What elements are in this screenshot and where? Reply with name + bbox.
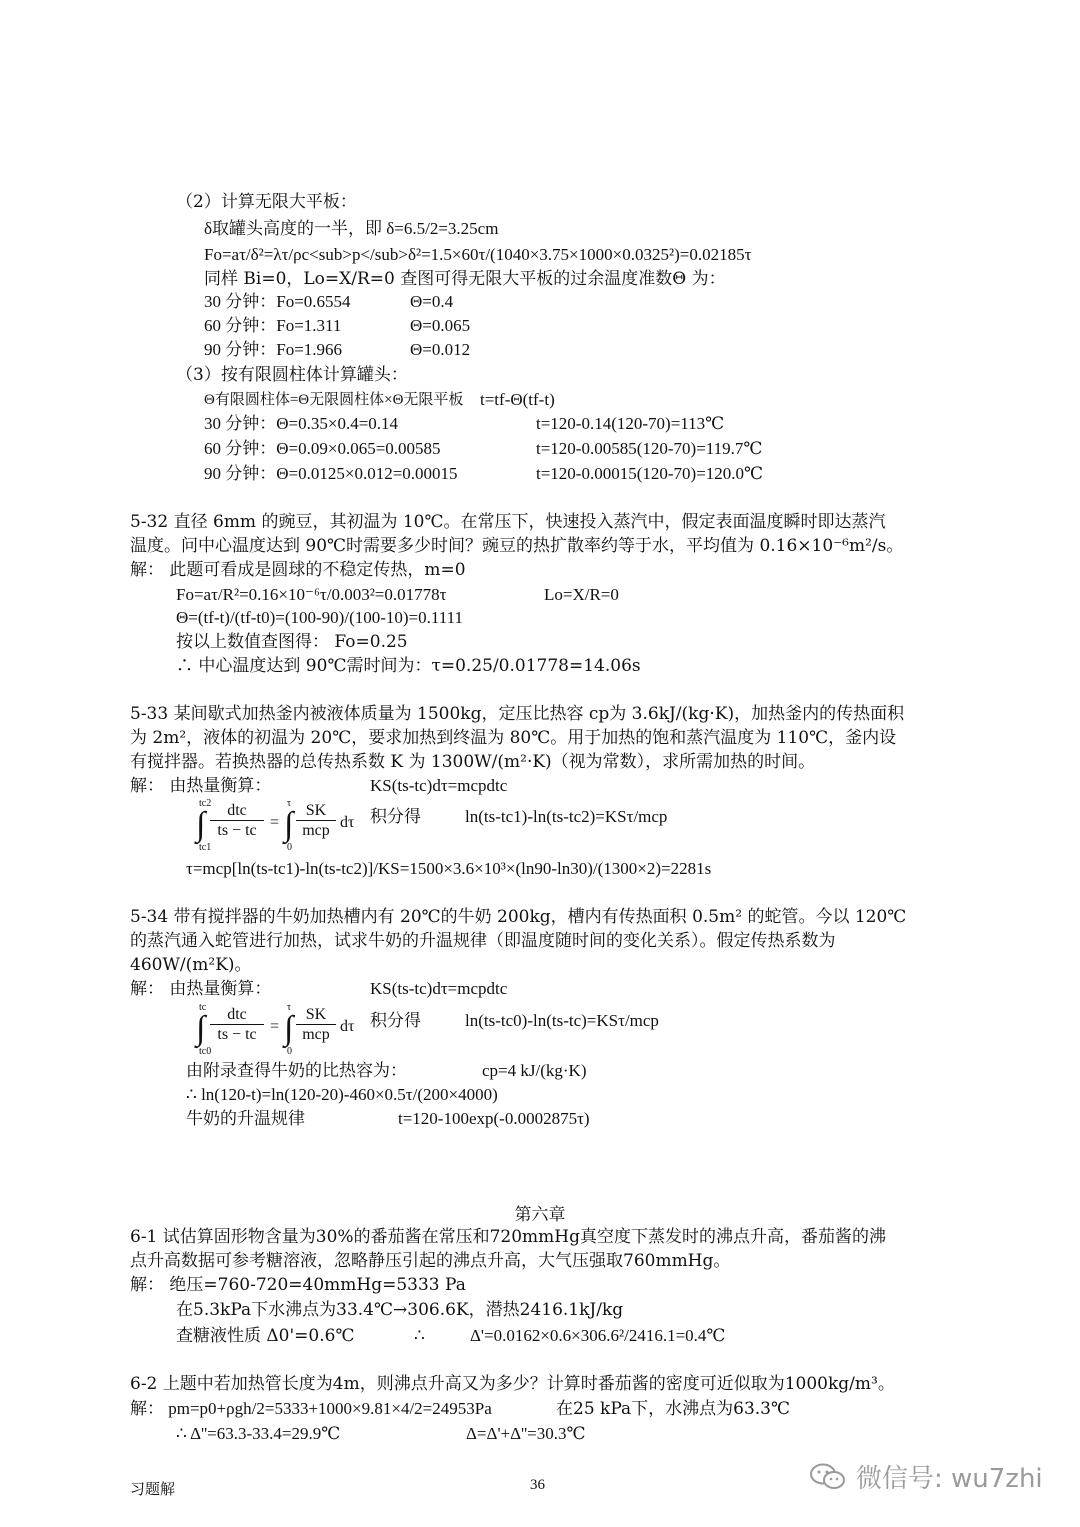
watermark-text: 微信号: wu7zhi	[856, 1464, 1043, 1494]
question-text: 5-32 直径 6mm 的豌豆，其初温为 10℃。在常压下，快速投入蒸汽中，假定表面温度瞬时即达蒸汽	[130, 512, 886, 532]
formula-line: Fo=aτ/R²=0.16×10⁻⁶τ/0.003²=0.01778τ	[176, 585, 447, 604]
formula-line: τ=mcp[ln(ts-tc1)-ln(ts-tc2)]/KS=1500×3.6×10³×(ln90-ln30)/(1300×2)=2281s	[186, 859, 712, 878]
question-text: 的蒸汽通入蛇管进行加热，试求牛奶的升温规律（即温度随时间的变化关系）。假定传热系数为	[130, 931, 836, 951]
question-text: 为 2m²，液体的初温为 20℃，要求加热到终温为 80℃。用于加热的饱和蒸汽温度为 110℃，釜内设	[130, 728, 897, 748]
question-text: 5-33 某间歇式加热釜内被液体质量为 1500kg，定压比热容 cp为 3.6kJ/(kg·K)，加热釜内的传热面积	[130, 704, 905, 724]
question-text: 温度。问中心温度达到 90℃时需要多少时间？豌豆的热扩散率约等于水，平均值为 0.16×10⁻⁶m²/s。	[130, 536, 904, 556]
integral-sign: ∫	[284, 1010, 294, 1047]
question-text: 460W/(m²K)。	[130, 955, 252, 975]
result-row: Θ=0.012	[410, 340, 471, 359]
fraction	[296, 1006, 336, 1045]
equals-sign: =	[270, 1018, 280, 1035]
result-row: t=120-0.14(120-70)=113℃	[536, 414, 725, 433]
integral-lower-limit: 0	[287, 842, 292, 853]
fraction	[210, 802, 264, 841]
page-number: 36	[530, 1477, 545, 1493]
text-line: ∴ 中心温度达到 90℃需时间为：τ=0.25/0.01778=14.06s	[176, 656, 641, 676]
integral-equation	[196, 1002, 376, 1062]
formula-line: t=120-100exp(-0.0002875τ)	[398, 1109, 590, 1128]
fraction-numerator: SK	[296, 1006, 336, 1025]
formula-line: Θ=(tf-t)/(tf-t0)=(100-90)/(100-10)=0.1111	[176, 608, 463, 627]
result-row: 90 分钟：Θ=0.0125×0.012=0.00015	[204, 464, 458, 483]
chapter-heading: 第六章	[514, 1205, 566, 1225]
text-line: 在25 kPa下，水沸点为63.3℃	[556, 1399, 791, 1419]
result-row: 90 分钟：Fo=1.966	[204, 340, 343, 359]
formula-line: ∴ Δ''=63.3-33.4=29.9℃	[176, 1424, 341, 1443]
integral-sign: ∫	[196, 806, 206, 843]
text-line: δ取罐头高度的一半，即 δ=6.5/2=3.25cm	[204, 219, 499, 238]
fraction	[296, 802, 336, 841]
text-line: 积分得	[370, 1011, 421, 1031]
formula-line: ln(ts-tc0)-ln(ts-tc)=KSτ/mcp	[465, 1011, 659, 1030]
integral-upper-limit: tc	[199, 1002, 207, 1013]
result-row: 30 分钟：Fo=0.6554	[204, 292, 351, 311]
formula-line: cp=4 kJ/(kg·K)	[482, 1061, 587, 1080]
question-text: 6-2 上题中若加热管长度为4m，则沸点升高又为多少？计算时番茄酱的密度可近似取为1000kg/m³。	[130, 1374, 895, 1394]
question-text: 有搅拌器。若换热器的总传热系数 K 为 1300W/(m²·K)（视为常数），求所需加热的时间。	[130, 752, 816, 772]
wechat-icon	[808, 1462, 848, 1492]
text-line: 同样 Bi=0，Lo=X/R=0 查图可得无限大平板的过余温度准数Θ 为：	[204, 269, 726, 289]
formula-line: Lo=X/R=0	[544, 585, 619, 604]
fraction-numerator: dtc	[210, 802, 264, 821]
question-text: 点升高数据可参考糖溶液，忽略静压引起的沸点升高，大气压强取760mmHg。	[130, 1251, 731, 1271]
integral-upper-limit: τ	[287, 798, 292, 809]
integral-equation	[196, 798, 376, 858]
formula-line: Fo=aτ/δ²=λτ/ρc<sub>p</sub>δ²=1.5×60τ/(1040×3.75×1000×0.0325²)=0.02185τ	[204, 245, 752, 264]
formula-line: ∴ ln(120-t)=ln(120-20)-460×0.5τ/(200×4000)	[186, 1085, 498, 1104]
result-row: 60 分钟：Fo=1.311	[204, 316, 342, 335]
solution-text: 解： 此题可看成是圆球的不稳定传热，m=0	[130, 560, 466, 580]
result-row: t=120-0.00585(120-70)=119.7℃	[536, 439, 763, 458]
integral-upper-limit: τ	[287, 1002, 292, 1013]
therefore-sign: ∴	[414, 1326, 425, 1346]
footer-label: 习题解	[130, 1480, 176, 1498]
integral-sign: ∫	[284, 806, 294, 843]
fraction-numerator: SK	[296, 802, 336, 821]
text-line: 查糖液性质 Δ0'=0.6℃	[176, 1326, 355, 1346]
fraction-denominator: mcp	[302, 822, 330, 839]
text-line: 积分得	[370, 807, 421, 827]
text-line: （2）计算无限大平板：	[176, 192, 357, 212]
integral-sign: ∫	[196, 1010, 206, 1047]
formula-line: KS(ts-tc)dτ=mcpdtc	[370, 776, 508, 795]
differential: dτ	[340, 814, 355, 831]
formula-line: Δ=Δ'+Δ''=30.3℃	[466, 1424, 586, 1443]
formula-line: KS(ts-tc)dτ=mcpdtc	[370, 979, 508, 998]
formula-line: t=tf-Θ(tf-t)	[480, 390, 555, 409]
fraction-denominator: ts − tc	[217, 1026, 257, 1043]
result-row: 60 分钟：Θ=0.09×0.065=0.00585	[204, 439, 441, 458]
integral-lower-limit: tc1	[199, 842, 212, 853]
formula-line: Δ'=0.0162×0.6×306.6²/2416.1=0.4℃	[470, 1326, 726, 1345]
fraction	[210, 1006, 264, 1045]
integral-upper-limit: tc2	[199, 798, 212, 809]
result-row: t=120-0.00015(120-70)=120.0℃	[536, 464, 764, 483]
formula-line: 解： pm=p0+ρgh/2=5333+1000×9.81×4/2=24953Pa	[130, 1399, 492, 1418]
integral-lower-limit: tc0	[199, 1046, 212, 1057]
equals-sign: =	[270, 814, 280, 831]
result-row: Θ=0.065	[410, 316, 471, 335]
text-line: 按以上数值查图得： Fo=0.25	[176, 632, 408, 652]
fraction-denominator: mcp	[302, 1026, 330, 1043]
solution-text: 解： 由热量衡算：	[130, 776, 272, 796]
formula-line: ln(ts-tc1)-ln(ts-tc2)=KSτ/mcp	[465, 807, 668, 826]
integral-lower-limit: 0	[287, 1046, 292, 1057]
question-text: 5-34 带有搅拌器的牛奶加热槽内有 20℃的牛奶 200kg，槽内有传热面积 0.5m² 的蛇管。今以 120℃	[130, 907, 907, 927]
formula-line: Θ有限圆柱体=Θ无限圆柱体×Θ无限平板	[204, 392, 464, 408]
fraction-numerator: dtc	[210, 1006, 264, 1025]
result-row: 30 分钟：Θ=0.35×0.4=0.14	[204, 414, 399, 433]
question-text: 6-1 试估算固形物含量为30%的番茄酱在常压和720mmHg真空度下蒸发时的沸点升高，番茄酱的沸	[130, 1227, 886, 1247]
text-line: 在5.3kPa下水沸点为33.4℃→306.6K，潜热2416.1kJ/kg	[176, 1300, 624, 1320]
text-line: 由附录查得牛奶的比热容为：	[186, 1061, 407, 1081]
result-row: Θ=0.4	[410, 292, 454, 311]
watermark	[808, 1458, 1043, 1495]
text-line: （3）按有限圆柱体计算罐头：	[176, 365, 408, 385]
solution-text: 解： 绝压=760-720=40mmHg=5333 Pa	[130, 1275, 466, 1295]
solution-text: 解： 由热量衡算：	[130, 979, 272, 999]
differential: dτ	[340, 1018, 355, 1035]
text-line: 牛奶的升温规律	[186, 1109, 305, 1129]
fraction-denominator: ts − tc	[217, 822, 257, 839]
